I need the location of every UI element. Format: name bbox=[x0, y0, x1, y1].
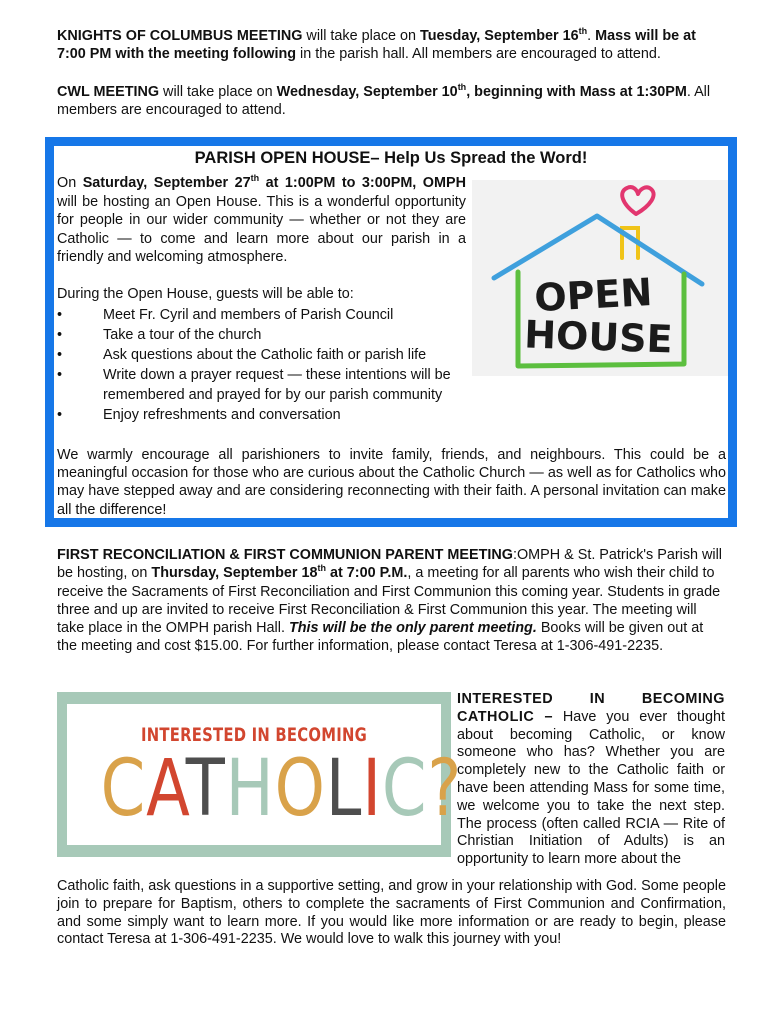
reconciliation-emphasis: This will be the only parent meeting. bbox=[288, 620, 537, 637]
cwl-mass: , beginning with Mass at 1:30PM bbox=[466, 84, 687, 100]
kofc-date: Tuesday, September 16th bbox=[420, 26, 588, 44]
kofc-title: KNIGHTS OF COLUMBUS MEETING bbox=[57, 28, 303, 44]
catholic-intro bbox=[457, 691, 725, 869]
open-house-intro: On Saturday, September 27th at 1:00PM to 3:00PM, OMPH will be hosting an Open House. This is a wonderful opportunity for people in our wider community — whether or not they are Catholic — to come and learn more about our parish in a friendly and welcoming atmosphere. During the Open House, guests will be able to: bbox=[57, 173, 466, 302]
reconciliation-date: Thursday, September 18th at 7:00 P.M. bbox=[151, 563, 408, 582]
catholic-title: INTERESTED IN BECOMING CATHOLIC – bbox=[457, 691, 725, 725]
catholic-image-word bbox=[100, 744, 463, 834]
catholic-letter: ? bbox=[427, 744, 463, 834]
catholic-letter: C bbox=[381, 744, 428, 834]
list-item: • Write down a prayer request — these intentions will be remembered and prayed for by our parish community bbox=[57, 367, 451, 403]
open-house-closing: We warmly encourage all parishioners to invite family, friends, and neighbours. This could be a meaningful occasion for those who are curious about the Catholic Church — as well as for Catholics who may have stepped away and are considering reconnecting with their faith. A personal invitation can make all the difference! bbox=[57, 447, 726, 518]
open-house-intro-text: will be hosting an Open House. This is a wonderful opportunity for people in our wider community — whether or not they are Catholic — to come and learn more about our parish in a friendly and welcoming atmosphere. bbox=[57, 193, 466, 266]
cwl-text-1: will take place on bbox=[159, 84, 277, 100]
reconciliation-text-1: :OMPH & St. Patrick's Parish will be hosting, on bbox=[57, 547, 723, 582]
reconciliation-text-3: Books will be given out at the meeting and cost $15.00. For further information, please contact Teresa at 1-306-491-2235. bbox=[57, 620, 704, 655]
kofc-text-2: . bbox=[587, 28, 596, 44]
catholic-image-panel bbox=[67, 704, 463, 845]
cwl-text-2: . All members are encouraged to attend. bbox=[57, 84, 711, 118]
reconciliation-text-2: , a meeting for all parents who wish their child to receive the Sacraments of First Reconciliation and First Communion this coming year. Students in grade three and up are invited to receive First Reconciliation & First Communion this year. The meeting will take place in the OMPH parish Hall. bbox=[57, 565, 721, 637]
catholic-letter: A bbox=[146, 744, 186, 834]
cwl-date: Wednesday, September 10th bbox=[276, 82, 467, 100]
open-house-title: PARISH OPEN HOUSE– Help Us Spread the Word! bbox=[194, 149, 588, 167]
list-item: • Take a tour of the church bbox=[57, 327, 262, 343]
catholic-image bbox=[57, 692, 463, 857]
catholic-letter: H bbox=[225, 744, 275, 834]
catholic-image-caption: INTERESTED IN BECOMING bbox=[140, 724, 368, 746]
catholic-text: Catholic faith, ask questions in a supportive setting, and grow in your relationship with God. Some people join to prepare for Baptism, others to complete the sacraments of First Communion and Confirmation, and some simply want to learn more. If you would like more information or are ready to begin, please contact Teresa at 1-306-491-2235. We would love to walk this journey with you! bbox=[57, 878, 726, 948]
reconciliation-notice bbox=[57, 546, 727, 656]
open-house-illustration bbox=[472, 180, 728, 376]
kofc-mass: Mass will be at 7:00 PM with the meeting following bbox=[57, 28, 696, 62]
kofc-text-1: will take place on bbox=[302, 28, 421, 44]
catholic-letter: T bbox=[185, 744, 226, 834]
house-label: HOUSE bbox=[523, 312, 674, 362]
cwl-title: CWL MEETING bbox=[57, 84, 160, 100]
open-label: OPEN bbox=[533, 269, 654, 321]
catholic-letter: C bbox=[100, 744, 147, 834]
list-item: • Enjoy refreshments and conversation bbox=[57, 407, 341, 423]
open-house-date: Saturday, September 27th at 1:00PM to 3:00PM, OMPH bbox=[82, 173, 466, 191]
list-item: • Meet Fr. Cyril and members of Parish Council bbox=[57, 307, 394, 323]
kofc-notice bbox=[57, 28, 727, 63]
catholic-letter: L bbox=[325, 744, 363, 834]
catholic-intro-text: Have you ever thought about becoming Catholic, or know someone who has? Whether you are completely new to the Catholic faith or have been attending Mass for some time, we welcome you to take the next step. The process (often called RCIA — Rite of Christian Initiation of Adults) is an opportunity to learn more about the bbox=[457, 708, 725, 868]
heart-icon bbox=[622, 187, 653, 214]
catholic-letter: I bbox=[362, 744, 382, 834]
catholic-letter: O bbox=[274, 744, 326, 834]
open-house-image bbox=[472, 180, 728, 376]
kofc-text-3: in the parish hall. All members are encouraged to attend. bbox=[296, 45, 661, 62]
cwl-notice bbox=[57, 84, 727, 119]
open-house-list-intro: During the Open House, guests will be able to: bbox=[57, 285, 354, 302]
reconciliation-title: FIRST RECONCILIATION & FIRST COMMUNION PARENT MEETING bbox=[57, 547, 513, 563]
list-item: • Ask questions about the Catholic faith or parish life bbox=[57, 347, 427, 363]
open-house-activities bbox=[57, 305, 477, 425]
